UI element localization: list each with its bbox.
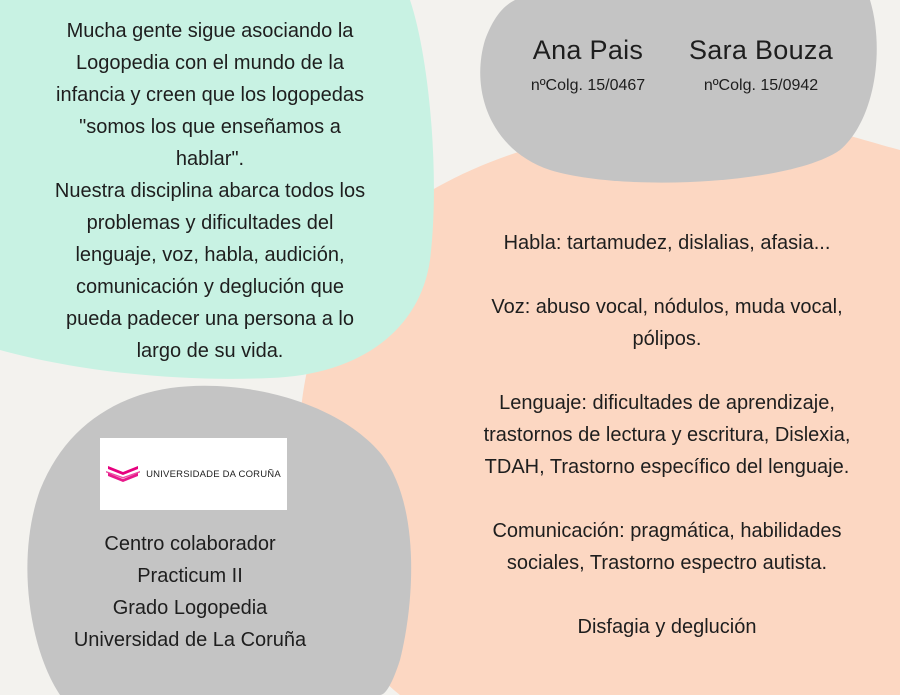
person-license: nºColg. 15/0942 [703, 77, 819, 94]
intro-line: Nuestra disciplina abarca todos los [54, 180, 366, 202]
area-line: trastornos de lectura y escritura, Dislexia, [483, 424, 851, 446]
areas-list [432, 227, 900, 643]
person-name: Ana Pais [532, 35, 644, 65]
university-logo-text: UNIVERSIDADE DA CORUÑA [146, 468, 281, 480]
university-logo-icon [106, 463, 140, 485]
area-lenguaje [432, 387, 900, 483]
area-line: pólipos. [632, 328, 702, 350]
center-line: Universidad de La Coruña [73, 629, 307, 651]
person-ana-pais [498, 32, 678, 100]
intro-line: infancia y creen que los logopedas [56, 84, 364, 106]
center-info [30, 528, 350, 656]
area-habla [432, 227, 900, 259]
area-line: Voz: abuso vocal, nódulos, muda vocal, [491, 296, 843, 318]
person-name: Sara Bouza [688, 35, 834, 65]
area-line: Comunicación: pragmática, habilidades [492, 520, 842, 542]
intro-line: pueda padecer una persona a lo [65, 308, 354, 330]
intro-line: Mucha gente sigue asociando la [66, 20, 354, 42]
area-line: Lenguaje: dificultades de aprendizaje, [499, 392, 835, 414]
intro-line: comunicación y deglución que [76, 276, 344, 298]
intro-line: hablar". [175, 148, 245, 170]
intro-line: Logopedia con el mundo de la [76, 52, 344, 74]
area-voz [432, 291, 900, 355]
intro-line: problemas y dificultades del [86, 212, 334, 234]
center-line: Centro colaborador [104, 533, 276, 555]
area-line: Disfagia y deglución [577, 616, 757, 638]
intro-line: lenguaje, voz, habla, audición, [75, 244, 345, 266]
intro-line: "somos los que enseñamos a [79, 116, 341, 138]
area-disfagia [432, 611, 900, 643]
intro-text [20, 15, 400, 367]
intro-line: largo de su vida. [136, 340, 284, 362]
center-line: Grado Logopedia [112, 597, 268, 619]
person-sara-bouza [676, 32, 846, 100]
person-license: nºColg. 15/0467 [530, 77, 646, 94]
area-line: sociales, Trastorno espectro autista. [506, 552, 828, 574]
area-comunicacion [432, 515, 900, 579]
center-line: Practicum II [137, 565, 243, 587]
area-line: TDAH, Trastorno específico del lenguaje. [484, 456, 850, 478]
university-logo [100, 438, 287, 510]
area-line: Habla: tartamudez, dislalias, afasia... [503, 232, 831, 254]
